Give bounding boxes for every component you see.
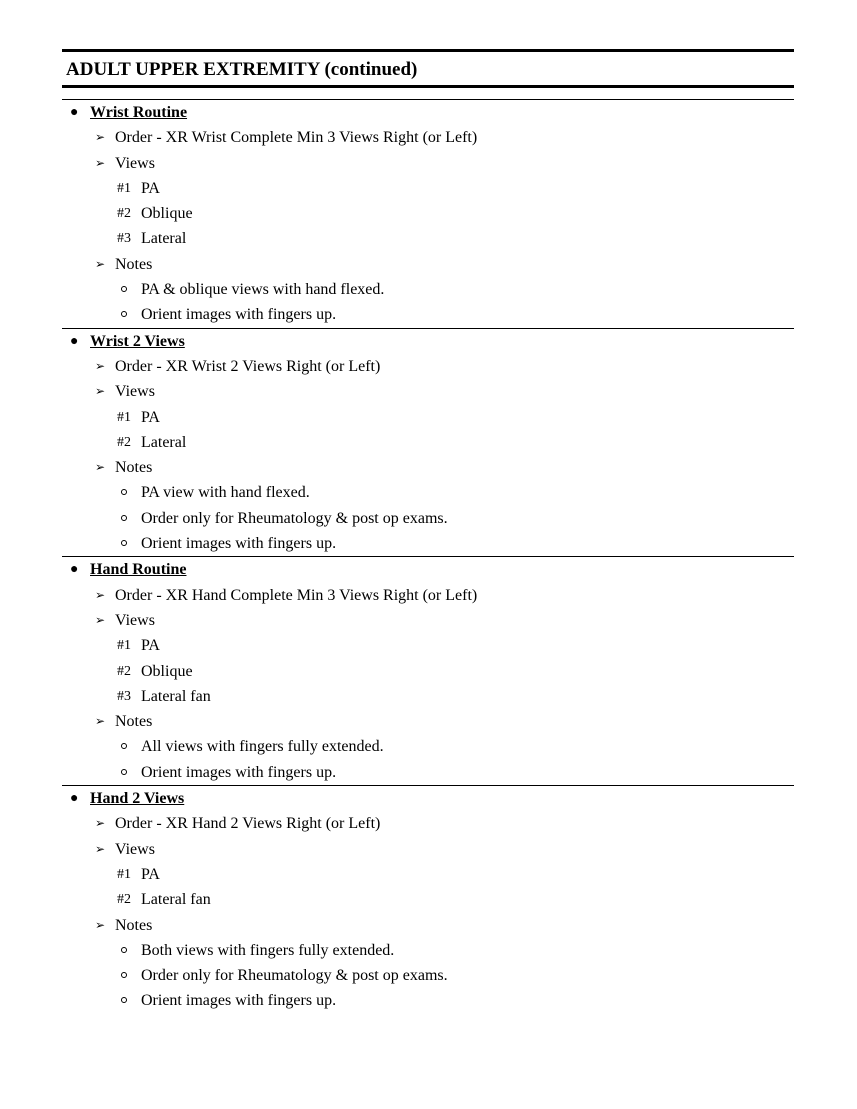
protocol-sections <box>62 100 794 1014</box>
note-text: PA view with hand flexed. <box>141 484 310 502</box>
order-text: Order - XR Wrist 2 Views Right (or Left) <box>115 357 381 375</box>
view-number: #2 <box>117 663 131 679</box>
view-item <box>62 405 794 430</box>
view-number: #2 <box>117 434 131 450</box>
views-label: Views <box>115 840 155 858</box>
notes-heading <box>62 455 794 480</box>
document-page <box>62 49 794 1014</box>
view-number: #2 <box>117 892 131 908</box>
note-item <box>62 480 794 505</box>
protocol-section <box>62 100 794 329</box>
section-title <box>62 329 794 354</box>
note-item <box>62 277 794 302</box>
views-heading <box>62 379 794 404</box>
view-number: #1 <box>117 638 131 654</box>
view-item <box>62 684 794 709</box>
order-text: Order - XR Hand 2 Views Right (or Left) <box>115 815 381 833</box>
protocol-section <box>62 557 794 786</box>
view-label: Lateral <box>141 230 187 248</box>
bullet-icon: ● <box>70 791 79 807</box>
views-heading <box>62 151 794 176</box>
note-text: Orient images with fingers up. <box>141 992 337 1010</box>
arrow-bullet-icon: ➢ <box>95 841 106 856</box>
arrow-bullet-icon: ➢ <box>95 460 106 475</box>
protocol-section <box>62 786 794 1014</box>
view-label: PA <box>141 179 160 197</box>
view-label: Lateral <box>141 433 187 451</box>
notes-label: Notes <box>115 459 153 477</box>
notes-label: Notes <box>115 916 153 934</box>
section-title-label: Hand 2 Views <box>90 790 185 808</box>
note-item <box>62 734 794 759</box>
hollow-bullet-icon <box>121 540 127 546</box>
arrow-bullet-icon: ➢ <box>95 917 106 932</box>
view-number: #1 <box>117 409 131 425</box>
hollow-bullet-icon <box>121 311 127 317</box>
section-title <box>62 557 794 582</box>
section-title-label: Hand Routine <box>90 561 187 579</box>
arrow-bullet-icon: ➢ <box>95 816 106 831</box>
notes-heading <box>62 709 794 734</box>
views-label: Views <box>115 383 155 401</box>
section-title <box>62 786 794 811</box>
view-number: #1 <box>117 180 131 196</box>
note-item <box>62 760 794 785</box>
section-title-label: Wrist Routine <box>90 104 188 121</box>
note-text: Order only for Rheumatology & post op exams. <box>141 967 448 985</box>
view-item <box>62 226 794 251</box>
views-label: Views <box>115 154 155 172</box>
notes-label: Notes <box>115 713 153 731</box>
order-text: Order - XR Wrist Complete Min 3 Views Right (or Left) <box>115 129 478 147</box>
view-label: Lateral fan <box>141 687 211 705</box>
arrow-bullet-icon: ➢ <box>95 612 106 627</box>
hollow-bullet-icon <box>121 286 127 292</box>
bullet-icon: ● <box>70 333 79 349</box>
note-text: Orient images with fingers up. <box>141 306 337 324</box>
bullet-icon: ● <box>70 562 79 578</box>
note-text: All views with fingers fully extended. <box>141 738 384 756</box>
view-number: #3 <box>117 688 131 704</box>
arrow-bullet-icon: ➢ <box>95 155 106 170</box>
note-text: Orient images with fingers up. <box>141 535 337 553</box>
hollow-bullet-icon <box>121 489 127 495</box>
note-text: Order only for Rheumatology & post op exams. <box>141 509 448 527</box>
hollow-bullet-icon <box>121 515 127 521</box>
hollow-bullet-icon <box>121 769 127 775</box>
view-item <box>62 430 794 455</box>
arrow-bullet-icon: ➢ <box>95 587 106 602</box>
view-label: Lateral fan <box>141 891 211 909</box>
view-label: PA <box>141 637 160 655</box>
notes-heading <box>62 252 794 277</box>
view-item <box>62 862 794 887</box>
note-item <box>62 531 794 556</box>
arrow-bullet-icon: ➢ <box>95 130 106 145</box>
arrow-bullet-icon: ➢ <box>95 384 106 399</box>
note-item <box>62 302 794 327</box>
views-label: Views <box>115 611 155 629</box>
arrow-bullet-icon: ➢ <box>95 358 106 373</box>
hollow-bullet-icon <box>121 972 127 978</box>
note-item <box>62 963 794 988</box>
bullet-icon: ● <box>70 105 79 120</box>
hollow-bullet-icon <box>121 947 127 953</box>
arrow-bullet-icon: ➢ <box>95 256 106 271</box>
section-title-label: Wrist 2 Views <box>90 332 185 350</box>
arrow-bullet-icon: ➢ <box>95 714 106 729</box>
order-line <box>62 354 794 379</box>
hollow-bullet-icon <box>121 743 127 749</box>
note-text: PA & oblique views with hand flexed. <box>141 281 385 299</box>
views-heading <box>62 608 794 633</box>
views-heading <box>62 837 794 862</box>
view-label: PA <box>141 408 160 426</box>
notes-heading <box>62 913 794 938</box>
view-item <box>62 659 794 684</box>
view-item <box>62 176 794 201</box>
note-text: Both views with fingers fully extended. <box>141 941 395 959</box>
view-number: #3 <box>117 231 131 247</box>
order-line <box>62 811 794 836</box>
order-text: Order - XR Hand Complete Min 3 Views Right (or Left) <box>115 586 478 604</box>
view-item <box>62 887 794 912</box>
order-line <box>62 583 794 608</box>
view-number: #1 <box>117 866 131 882</box>
view-label: Oblique <box>141 662 193 680</box>
view-label: PA <box>141 865 160 883</box>
view-item <box>62 633 794 658</box>
section-title <box>62 100 794 125</box>
notes-label: Notes <box>115 255 153 273</box>
view-number: #2 <box>117 206 131 222</box>
view-label: Oblique <box>141 205 193 223</box>
note-item <box>62 506 794 531</box>
protocol-section <box>62 329 794 558</box>
note-item <box>62 938 794 963</box>
heading-rule <box>62 85 794 88</box>
view-item <box>62 201 794 226</box>
page-heading: ADULT UPPER EXTREMITY (continued) <box>66 59 418 80</box>
hollow-bullet-icon <box>121 997 127 1003</box>
order-line <box>62 125 794 150</box>
note-item <box>62 988 794 1013</box>
note-text: Orient images with fingers up. <box>141 763 337 781</box>
